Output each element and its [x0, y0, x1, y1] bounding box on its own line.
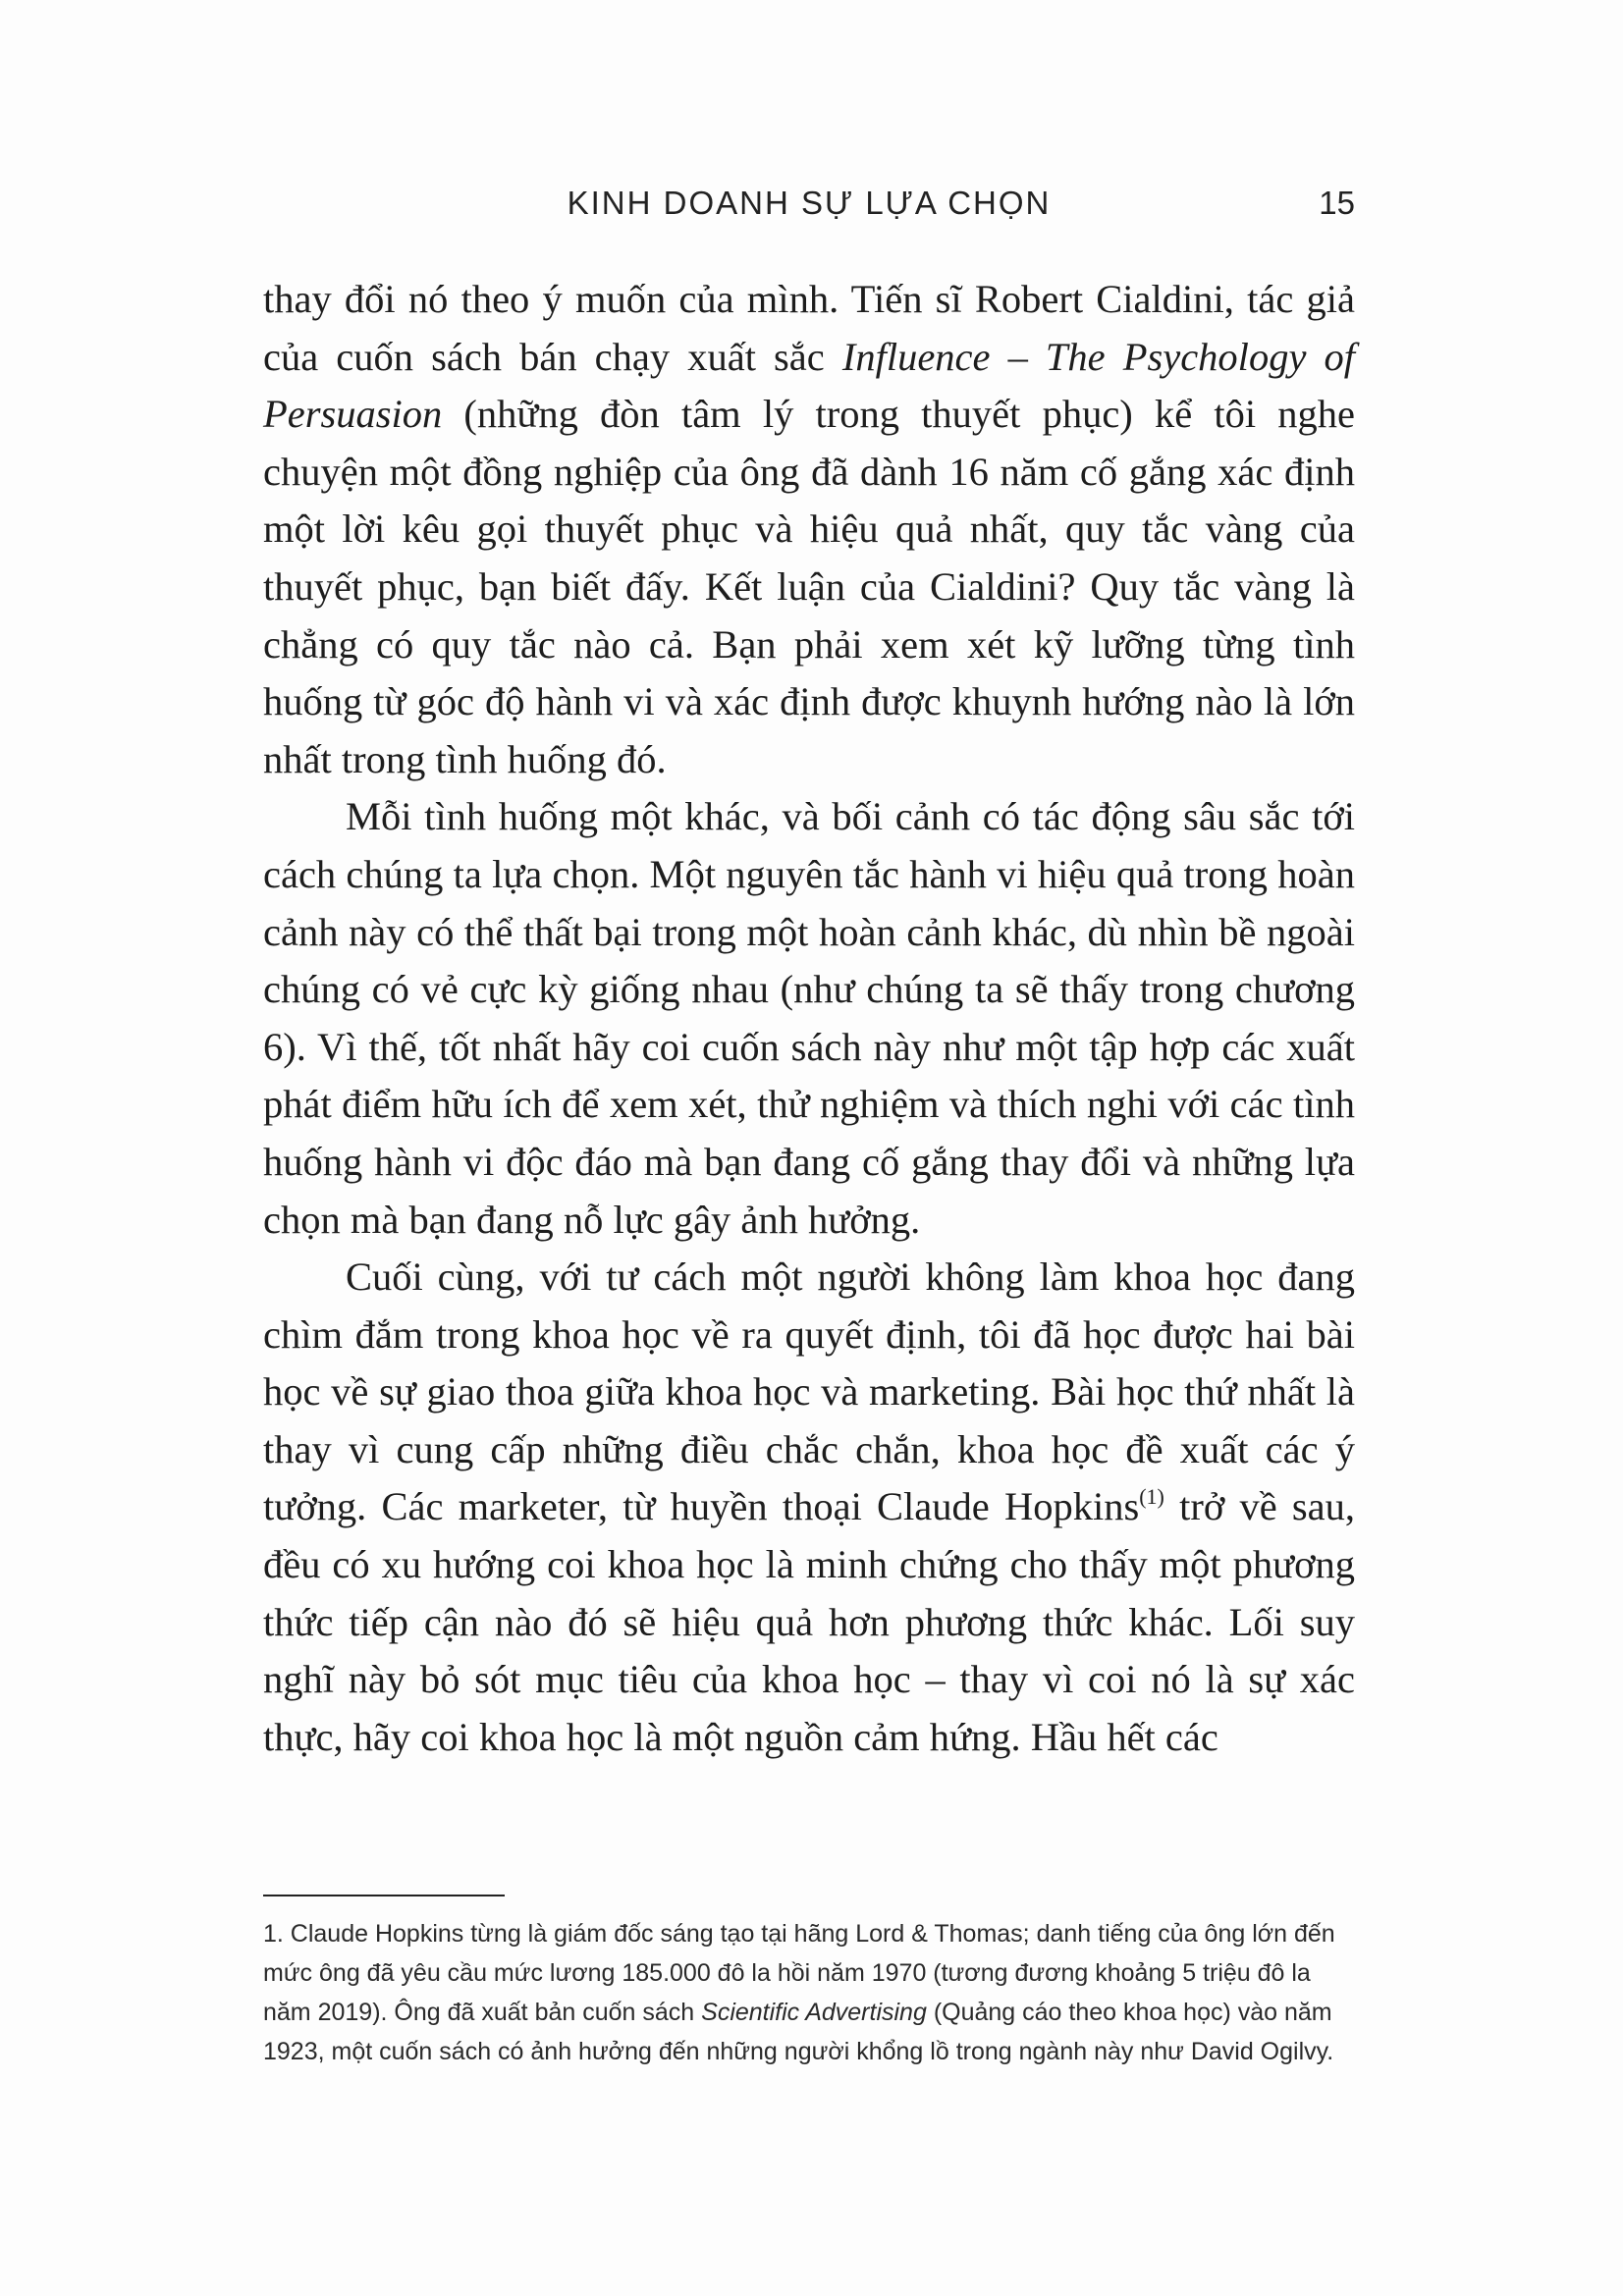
running-head: [263, 185, 1355, 230]
body-text: [263, 271, 1355, 1766]
footnote-text: (Quảng cáo theo khoa học) vào năm 1923, một cuốn sách có ảnh hưởng đến những người khổng lồ trong ngành này như David Ogilvy.: [263, 1999, 1334, 2065]
text-span: Mỗi tình huống một khác, và bối cảnh có tác động sâu sắc tới cách chúng ta lựa chọn. Một nguyên tắc hành vi hiệu quả trong hoàn cảnh này có thể thất bại trong một hoàn cảnh khác, dù nhìn bề ngoài chúng có vẻ cực kỳ giống nhau (như chúng ta sẽ thấy trong chương 6). Vì thế, tốt nhất hãy coi cuốn sách này như một tập hợp các xuất phát điểm hữu ích để xem xét, thử nghiệm và thích nghi với các tình huống hành vi độc đáo mà bạn đang cố gắng thay đổi và những lựa chọn mà bạn đang nỗ lực gây ảnh hưởng.: [263, 794, 1355, 1242]
text-span: trở về sau, đều có xu hướng coi khoa học là minh chứng cho thấy một phương thức tiếp cận nào đó sẽ hiệu quả hơn phương thức khác. Lối suy nghĩ này bỏ sót mục tiêu của khoa học – thay vì coi nó là sự xác thực, hãy coi khoa học là một nguồn cảm hứng. Hầu hết các: [263, 1484, 1355, 1759]
paragraph-2: [263, 788, 1355, 1249]
page-number: 15: [1319, 185, 1355, 221]
text-span: Cuối cùng, với tư cách một người không làm khoa học đang chìm đắm trong khoa học về ra quyết định, tôi đã học được hai bài học về sự giao thoa giữa khoa học và marketing. Bài học thứ nhất là thay vì cung cấp những điều chắc chắn, khoa học đề xuất các ý tưởng. Các marketer, từ huyền thoại Claude Hopkins: [263, 1255, 1355, 1529]
book-title: Influence – The Psychology of Persuasion: [263, 334, 1355, 437]
paragraph-3: [263, 1249, 1355, 1766]
footnote-text: 1. Claude Hopkins từng là giám đốc sáng tạo tại hãng Lord & Thomas; danh tiếng của ông lớn đến mức ông đã yêu cầu mức lương 185.000 đô la hồi năm 1970 (tương đương khoảng 5 triệu đô la năm 2019). Ông đã xuất bản cuốn sách: [263, 1920, 1335, 2026]
footnote-divider: [263, 1895, 505, 1896]
text-span: (những đòn tâm lý trong thuyết phục) kể tôi nghe chuyện một đồng nghiệp của ông đã dành 16 năm cố gắng xác định một lời kêu gọi thuyết phục và hiệu quả nhất, quy tắc vàng của thuyết phục, bạn biết đấy. Kết luận của Cialdini? Quy tắc vàng là chẳng có quy tắc nào cả. Bạn phải xem xét kỹ lưỡng từng tình huống từ góc độ hành vi và xác định được khuynh hướng nào là lớn nhất trong tình huống đó.: [263, 392, 1355, 781]
footnote: [263, 1914, 1355, 2071]
paragraph-1: [263, 271, 1355, 788]
running-title: KINH DOANH SỰ LỰA CHỌN: [567, 185, 1052, 221]
text-span: thay đổi nó theo ý muốn của mình. Tiến sĩ Robert Cialdini, tác giả của cuốn sách bán chạy xuất sắc: [263, 277, 1355, 379]
footnote-reference: (1): [1139, 1484, 1164, 1510]
footnote-book-title: Scientific Advertising: [701, 1999, 927, 2026]
